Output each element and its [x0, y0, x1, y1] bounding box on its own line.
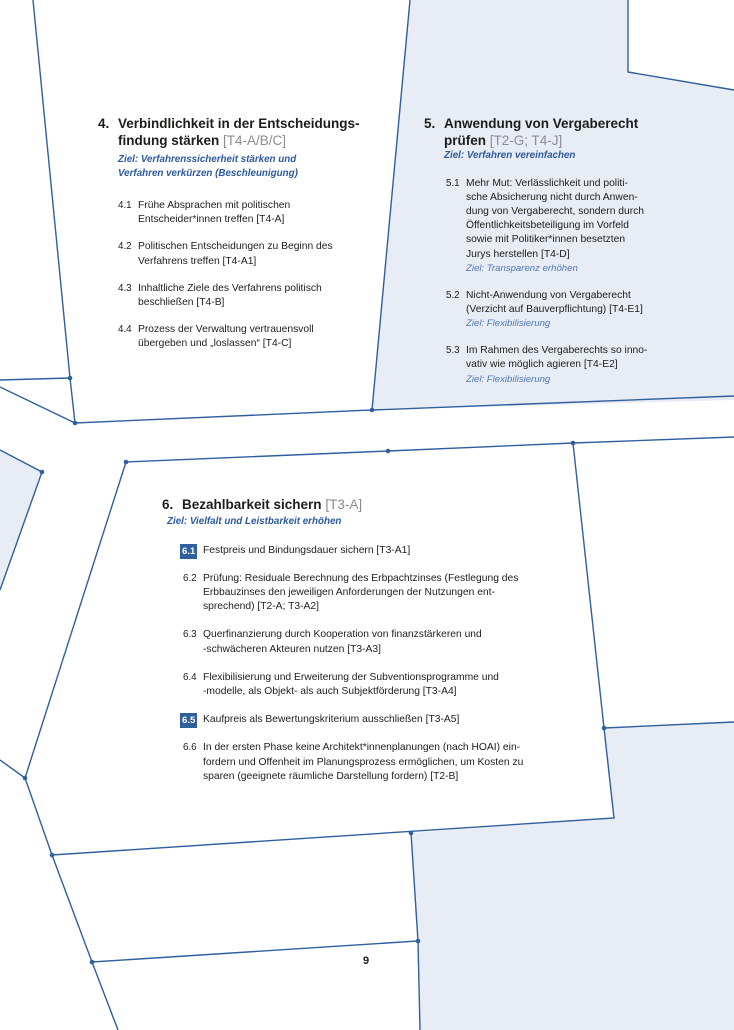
- item-text: Prozess der Verwaltung vertrauensvoll: [138, 324, 314, 336]
- list-item: [118, 282, 378, 310]
- item-text: sche Absicherung nicht durch Anwen-: [466, 191, 638, 203]
- list-item: [183, 572, 562, 615]
- item-number: 5.1: [446, 177, 460, 189]
- section-5-title-line2: prüfen: [444, 133, 486, 148]
- item-text: Kaufpreis als Bewertungskriterium ausschließen [T3-A5]: [203, 714, 460, 726]
- section-6-ref: [T3-A]: [325, 497, 363, 512]
- item-text: sowie mit Politiker*innen besetzten: [466, 234, 626, 246]
- item-text: Jurys herstellen [T4-D]: [466, 248, 570, 260]
- section-4-title-line1: Verbindlichkeit in der Entscheidungs-: [118, 116, 360, 131]
- section-4-goal-line1: Ziel: Verfahrenssicherheit stärken und: [118, 154, 297, 165]
- list-item: [118, 240, 378, 268]
- item-text: Nicht-Anwendung von Vergaberecht: [466, 289, 631, 301]
- item-goal: Ziel: Flexibilisierung: [466, 373, 551, 385]
- item-text: fordern und Offenheit im Planungsprozess ermöglichen, um Kosten zu: [203, 756, 524, 768]
- item-goal: Ziel: Transparenz erhöhen: [466, 262, 578, 274]
- shaded-polygon-left: [0, 450, 42, 590]
- item-text: In der ersten Phase keine Architekt*innenplanungen (nach HOAI) ein-: [203, 742, 521, 754]
- item-text: beschließen [T4-B]: [138, 297, 225, 309]
- item-text: Entscheider*innen treffen [T4-A]: [138, 214, 285, 226]
- item-text: Öffentlichkeitsbeteiligung im Vorfeld: [466, 220, 629, 232]
- item-text: Erbbauzinses den jeweiligen Anforderungen der Nutzungen ent-: [203, 586, 495, 598]
- item-number: 6.2: [183, 572, 197, 584]
- item-text: sprechend) [T2-A; T3-A2]: [203, 601, 319, 613]
- list-item: [183, 628, 562, 656]
- item-text: (Verzicht auf Bauverpflichtung) [T4-E1]: [466, 303, 643, 315]
- section-4-title-line2: findung stärken: [118, 133, 220, 148]
- section-6-goal: Ziel: Vielfalt und Leistbarkeit erhöhen: [167, 516, 342, 527]
- item-text: dung von Vergaberecht, sondern durch: [466, 205, 645, 217]
- list-item: [183, 713, 562, 727]
- list-item: [446, 177, 664, 275]
- item-text: Querfinanzierung durch Kooperation von finanzstärkeren und: [203, 629, 482, 641]
- item-text: Politischen Entscheidungen zu Beginn des: [138, 241, 333, 253]
- section-5-goal: Ziel: Verfahren vereinfachen: [444, 150, 576, 161]
- section-5-heading: [424, 115, 664, 149]
- item-text: sparen (geeignete räumliche Darstellung fordern) [T2-B]: [203, 770, 459, 782]
- item-number: 4.4: [118, 324, 132, 336]
- item-number: 5.3: [446, 345, 460, 357]
- list-item: [183, 741, 562, 784]
- list-item: [118, 199, 378, 227]
- item-text: Prüfung: Residuale Berechnung des Erbpachtzinses (Festlegung des: [203, 572, 519, 584]
- item-number: 4.3: [118, 282, 132, 294]
- item-text: Mehr Mut: Verlässlichkeit und politi-: [466, 177, 628, 189]
- section-4-list: [98, 199, 378, 352]
- section-5-number: 5.: [424, 116, 436, 131]
- section-4-heading: [98, 115, 378, 149]
- item-text: Flexibilisierung und Erweiterung der Subventionsprogramme und: [203, 671, 499, 683]
- item-text: Verfahrens treffen [T4-A1]: [138, 255, 257, 267]
- item-goal: Ziel: Flexibilisierung: [466, 318, 551, 330]
- item-number: 4.2: [118, 241, 132, 253]
- item-number: 5.2: [446, 289, 460, 301]
- list-item: [446, 289, 664, 330]
- item-text: Frühe Absprachen mit politischen: [138, 200, 291, 211]
- list-item: [183, 544, 562, 558]
- item-text: übergeben und „loslassen“ [T4-C]: [138, 338, 292, 350]
- section-4-goal: [98, 153, 378, 180]
- section-5-title-line1: Anwendung von Vergaberecht: [444, 116, 639, 131]
- item-number: 6.4: [183, 671, 197, 683]
- section-6: [162, 496, 562, 784]
- item-text: Im Rahmen des Vergaberechts so inno-: [466, 345, 648, 357]
- frame-section6-top: [126, 437, 734, 462]
- item-number: 4.1: [118, 200, 132, 211]
- section-4-goal-line2: Verfahren verkürzen (Beschleunigung): [118, 167, 298, 179]
- list-item: [446, 344, 664, 385]
- section-5-ref: [T2-G; T4-J]: [489, 133, 563, 148]
- item-number-highlighted: 6.5: [182, 715, 196, 727]
- section-6-title: Bezahlbarkeit sichern: [182, 497, 322, 512]
- item-text: Festpreis und Bindungsdauer sichern [T3-A1]: [203, 544, 411, 556]
- section-6-number: 6.: [162, 497, 174, 512]
- list-item: [118, 323, 378, 351]
- item-text: -modelle, als Objekt- als auch Subjektförderung [T3-A4]: [203, 685, 457, 697]
- item-number: 6.6: [183, 742, 197, 754]
- item-text: -schwächeren Akteuren nutzen [T3-A3]: [203, 643, 382, 655]
- section-6-heading: [162, 496, 562, 513]
- section-6-list: [162, 544, 562, 784]
- section-4: [98, 115, 378, 352]
- section-4-number: 4.: [98, 116, 110, 131]
- item-text: vativ wie möglich agieren [T4-E2]: [466, 359, 618, 371]
- section-5: [424, 115, 664, 386]
- item-number-highlighted: 6.1: [182, 545, 196, 557]
- item-number: 6.3: [183, 629, 197, 641]
- section-4-ref: [T4-A/B/C]: [223, 133, 287, 148]
- item-text: Inhaltliche Ziele des Verfahrens politisch: [138, 282, 322, 294]
- list-item: [183, 671, 562, 699]
- page-number: 9: [362, 955, 370, 967]
- section-5-list: [424, 177, 664, 386]
